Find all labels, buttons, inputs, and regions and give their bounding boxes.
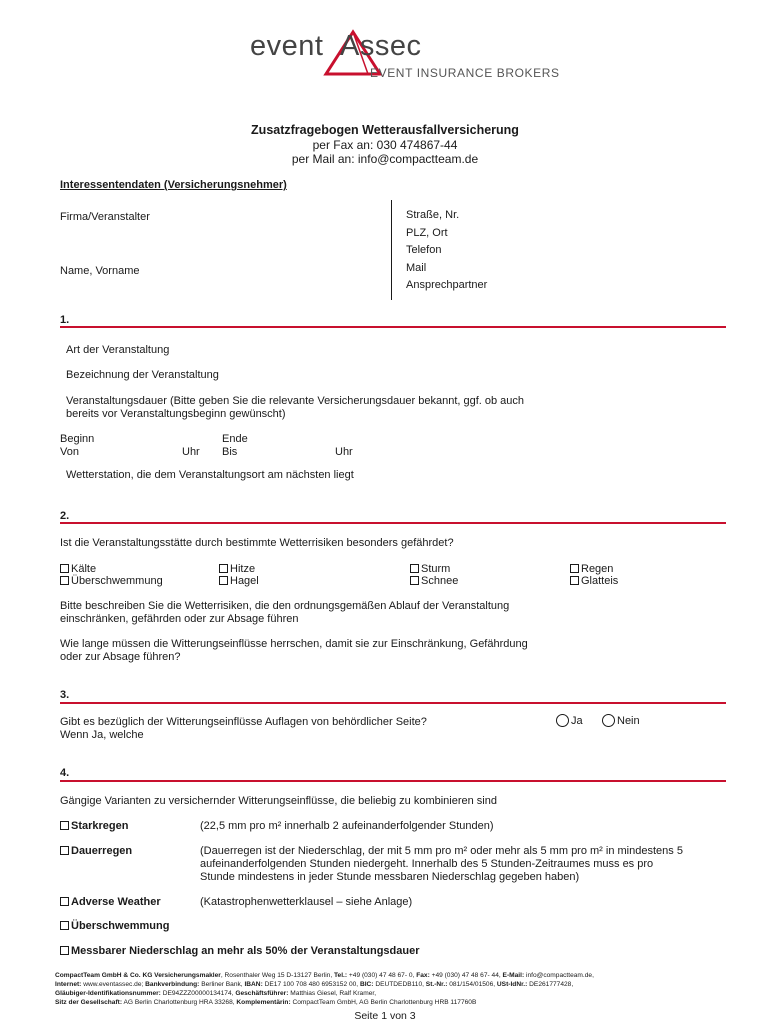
glatteis-label: Glatteis xyxy=(581,575,619,587)
varianten-intro: Gängige Varianten zu versichernder Witterungseinflüsse, die beliebig zu kombinieren sind xyxy=(60,795,497,807)
dauer-label xyxy=(66,395,524,421)
checkbox-sturm[interactable] xyxy=(410,563,450,575)
dauerregen-desc-line-1: (Dauerregen ist der Niederschlag, der mit 5 mm pro m² oder mehr als 5 mm pro m² in mindestens 5 xyxy=(200,845,683,857)
column-divider xyxy=(391,200,392,300)
checkbox-glatteis[interactable] xyxy=(570,575,618,587)
checkbox-square-icon xyxy=(60,821,69,830)
checkbox-dauerregen[interactable] xyxy=(60,845,132,857)
section-3-number: 3. xyxy=(60,689,70,701)
section-1-number: 1. xyxy=(60,314,70,326)
strasse-label: Straße, Nr. xyxy=(406,209,460,221)
checkbox-hagel[interactable] xyxy=(219,575,259,587)
telefon-label: Telefon xyxy=(406,244,442,256)
checkbox-square-icon xyxy=(570,576,579,585)
schnee-label: Schnee xyxy=(421,575,459,587)
footer-line-3: Gläubiger-Identifikationsnummer: DE94ZZZ00000134174, Geschäftsführer: Matthias Giesel, Ralf Kramer, xyxy=(55,990,377,997)
document-title: Zusatzfragebogen Wetterausfallversicherung xyxy=(251,123,519,137)
adverse-label: Adverse Weather xyxy=(71,896,161,908)
ueberschwemmung-variant-label: Überschwemmung xyxy=(71,920,170,932)
risiken-question: Ist die Veranstaltungsstätte durch bestimmte Wetterrisiken besonders gefährdet? xyxy=(60,537,454,549)
messbar-label: Messbarer Niederschlag an mehr als 50% der Veranstaltungsdauer xyxy=(71,945,420,957)
witterungsdauer-label xyxy=(60,638,528,664)
checkbox-ueberschwemmung[interactable] xyxy=(60,575,163,587)
checkbox-square-icon xyxy=(410,564,419,573)
regen-label: Regen xyxy=(581,563,614,575)
document-header xyxy=(0,123,770,166)
logo-wordmark-right: Assec xyxy=(340,30,422,62)
witterungsdauer-line-2: oder zur Absage führen? xyxy=(60,651,181,663)
witterungsdauer-line-1: Wie lange müssen die Witterungseinflüsse herrschen, damit sie zur Einschränkung, Gefährdung xyxy=(60,638,528,650)
art-label: Art der Veranstaltung xyxy=(66,344,170,356)
dauerregen-desc-line-2: aufeinanderfolgenden Stunden niedergeht. Innerhalb des 5 Stunden-Zeitraumes muss es pro xyxy=(200,858,654,870)
checkbox-ueberschwemmung-variant[interactable] xyxy=(60,920,169,932)
section-2-number: 2. xyxy=(60,510,70,522)
auflagen-question xyxy=(60,716,427,742)
section-1-divider xyxy=(60,326,726,328)
hagel-label: Hagel xyxy=(230,575,259,587)
ueberschwemmung-label: Überschwemmung xyxy=(71,575,163,587)
dauerregen-desc-line-3: Stunde mindestens in jeder Stunde messbaren Niederschlag gegeben haben) xyxy=(200,871,580,883)
bis-label: Bis xyxy=(222,446,238,458)
checkbox-starkregen[interactable] xyxy=(60,820,128,832)
company-logo xyxy=(250,28,560,84)
footer-line-1: CompactTeam GmbH & Co. KG Versicherungsmakler, Rosenthaler Weg 15 D-13127 Berlin, Tel.: +49 (030) 47 48 67- 0, Fax: +49 (030) 47 48 67- 44, E-Mail: info@compactteam.de, xyxy=(55,972,594,979)
section-2-divider xyxy=(60,522,726,524)
interessenten-heading: Interessentendaten (Versicherungsnehmer) xyxy=(60,179,287,191)
uhr-label-2: Uhr xyxy=(335,446,353,458)
radio-nein[interactable] xyxy=(602,714,640,727)
firma-label: Firma/Veranstalter xyxy=(60,211,150,223)
checkbox-square-icon xyxy=(60,921,69,930)
checkbox-messbarer-niederschlag[interactable] xyxy=(60,945,419,957)
sturm-label: Sturm xyxy=(421,563,451,575)
ansprechpartner-label: Ansprechpartner xyxy=(406,279,488,291)
checkbox-square-icon xyxy=(60,946,69,955)
section-3-divider xyxy=(60,702,726,704)
checkbox-square-icon xyxy=(60,897,69,906)
checkbox-square-icon xyxy=(570,564,579,573)
von-label: Von xyxy=(60,446,79,458)
dauer-line-1: Veranstaltungsdauer (Bitte geben Sie die relevante Versicherungsdauer bekannt, ggf. ob auch xyxy=(66,395,525,407)
starkregen-description: (22,5 mm pro m² innerhalb 2 aufeinanderfolgender Stunden) xyxy=(200,820,494,832)
radio-ja[interactable] xyxy=(556,714,583,727)
ja-label: Ja xyxy=(571,715,583,727)
section-4-divider xyxy=(60,780,726,782)
hitze-label: Hitze xyxy=(230,563,256,575)
mail-line: per Mail an: info@compactteam.de xyxy=(291,152,479,166)
radio-circle-icon xyxy=(602,714,615,727)
beschreiben-line-1: Bitte beschreiben Sie die Wetterrisiken, die den ordnungsgemäßen Ablauf der Veranstaltung xyxy=(60,600,510,612)
fax-line: per Fax an: 030 474867-44 xyxy=(312,138,458,152)
page-number: Seite 1 von 3 xyxy=(354,1010,416,1022)
checkbox-square-icon xyxy=(219,576,228,585)
starkregen-label: Starkregen xyxy=(71,820,129,832)
checkbox-hitze[interactable] xyxy=(219,563,255,575)
uhr-label-1: Uhr xyxy=(182,446,200,458)
mail-label: Mail xyxy=(406,262,427,274)
checkbox-schnee[interactable] xyxy=(410,575,458,587)
footer-line-2: Internet: www.eventassec.de; Bankverbindung: Berliner Bank, IBAN: DE17 100 708 480 6953152 00, BIC: DEUTDEDB110, St.-Nr.: 081/154/01506, USt-IdNr.: DE261777428, xyxy=(55,981,574,988)
radio-circle-icon xyxy=(556,714,569,727)
beschreiben-line-2: einschränken, gefährden oder zur Absage führen xyxy=(60,613,299,625)
nein-label: Nein xyxy=(617,715,640,727)
dauerregen-label: Dauerregen xyxy=(71,845,133,857)
section-4-number: 4. xyxy=(60,767,70,779)
checkbox-square-icon xyxy=(410,576,419,585)
checkbox-adverse-weather[interactable] xyxy=(60,896,161,908)
beschreiben-label xyxy=(60,600,509,626)
bezeichnung-label: Bezeichnung der Veranstaltung xyxy=(66,369,219,381)
dauer-line-2: bereits vor Veranstaltungsbeginn gewünscht) xyxy=(66,408,286,420)
adverse-description: (Katastrophenwetterklausel – siehe Anlage) xyxy=(200,896,413,908)
checkbox-kaelte[interactable] xyxy=(60,563,96,575)
wetterstation-label: Wetterstation, die dem Veranstaltungsort am nächsten liegt xyxy=(66,469,354,481)
footer-line-4: Sitz der Gesellschaft: AG Berlin Charlottenburg HRA 33268, Komplementärin: CompactTeam GmbH, AG Berlin Charlottenburg HRB 117760B xyxy=(55,999,477,1006)
plz-label: PLZ, Ort xyxy=(406,227,448,239)
checkbox-square-icon xyxy=(60,564,69,573)
auflagen-line-2: Wenn Ja, welche xyxy=(60,729,144,741)
logo-wordmark-left: event xyxy=(250,30,324,62)
company-footer xyxy=(55,971,725,1007)
name-label: Name, Vorname xyxy=(60,265,140,277)
ende-label: Ende xyxy=(222,433,248,445)
checkbox-square-icon xyxy=(60,846,69,855)
beginn-label: Beginn xyxy=(60,433,95,445)
kaelte-label: Kälte xyxy=(71,563,97,575)
checkbox-square-icon xyxy=(219,564,228,573)
checkbox-regen[interactable] xyxy=(570,563,613,575)
dauerregen-description xyxy=(200,845,683,884)
logo-tagline: EVENT INSURANCE BROKERS xyxy=(370,66,560,80)
auflagen-line-1: Gibt es bezüglich der Witterungseinflüsse Auflagen von behördlicher Seite? xyxy=(60,716,427,728)
checkbox-square-icon xyxy=(60,576,69,585)
